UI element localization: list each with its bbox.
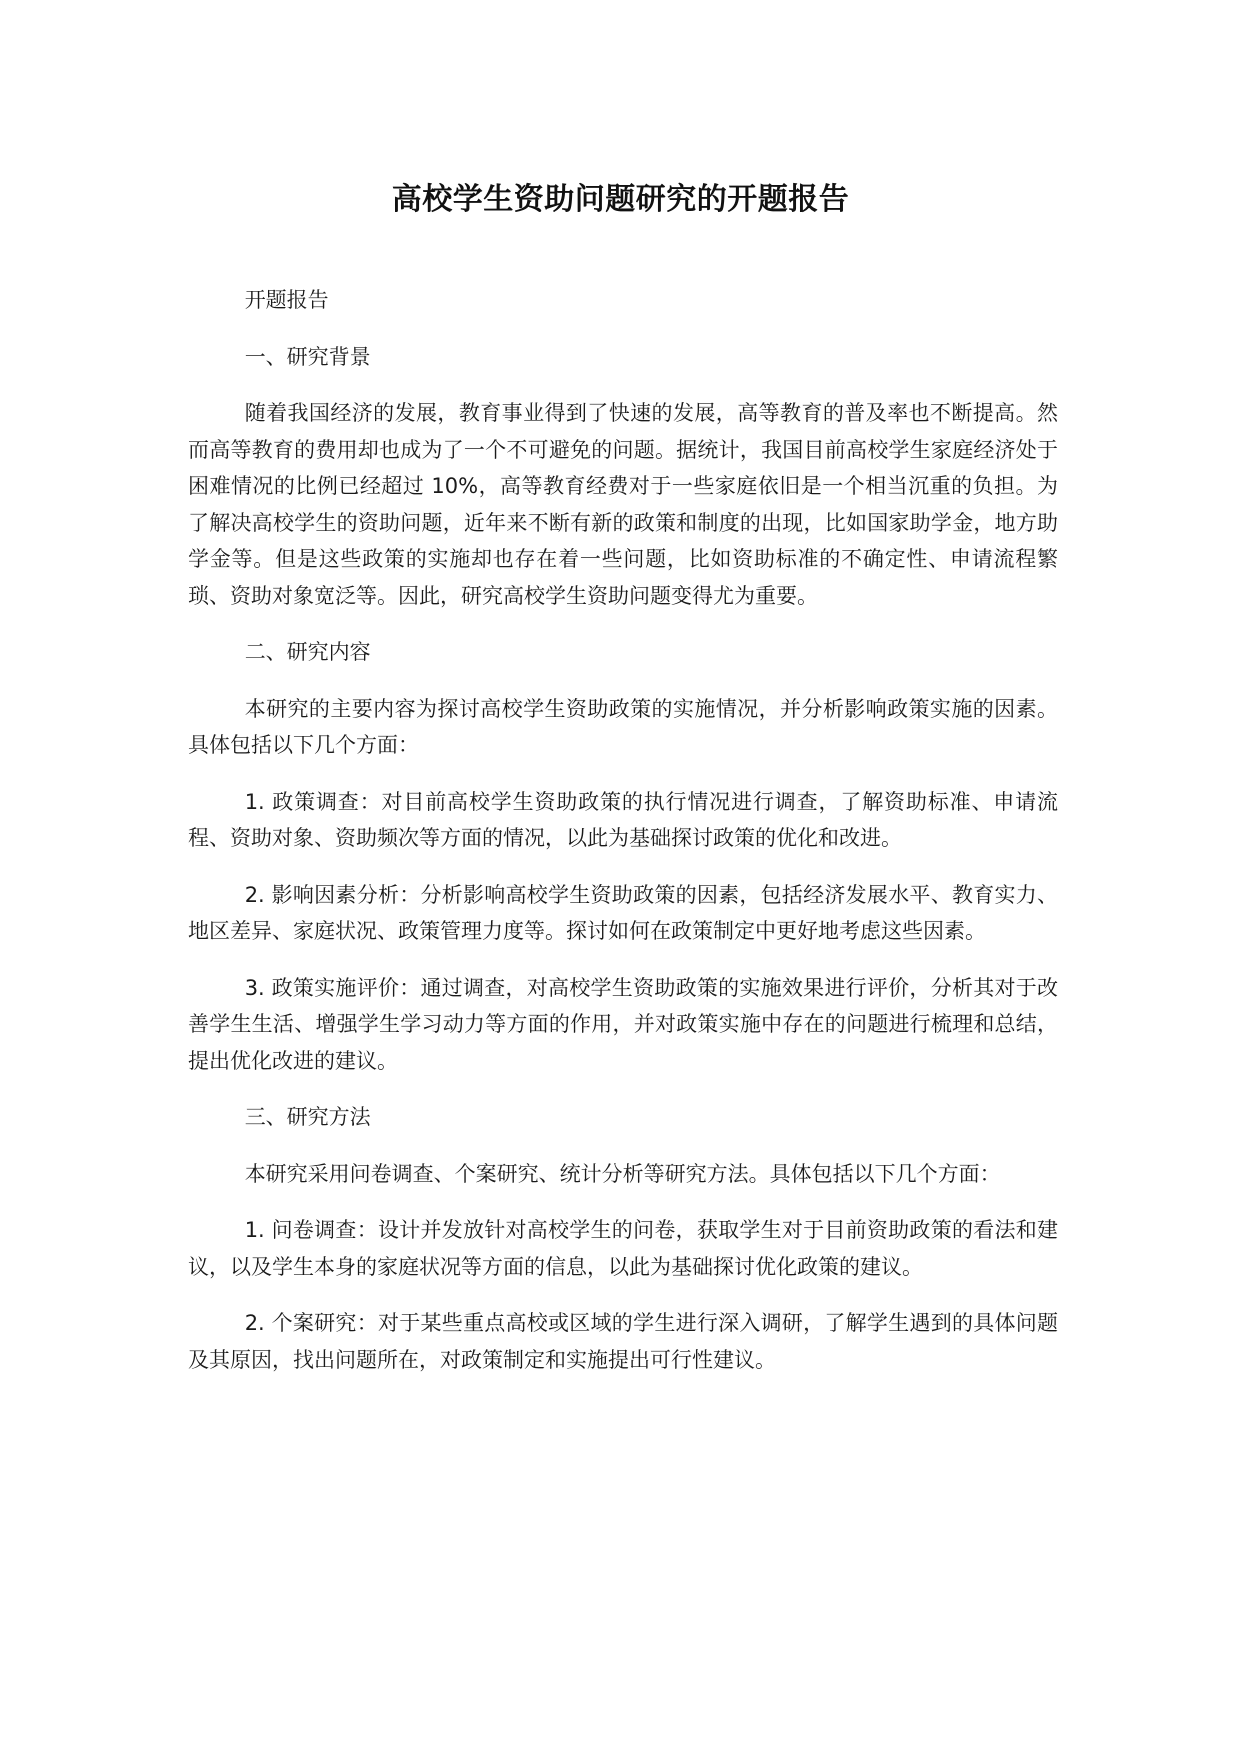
content-intro-paragraph: 本研究的主要内容为探讨高校学生资助政策的实施情况，并分析影响政策实施的因素。具体包括以下几个方面： [188, 696, 1058, 757]
content-item-2: 2. 影响因素分析：分析影响高校学生资助政策的因素，包括经济发展水平、教育实力、地区差异、家庭状况、政策管理力度等。探讨如何在政策制定中更好地考虑这些因素。 [188, 882, 1058, 943]
document-title: 高校学生资助问题研究的开题报告 [391, 182, 850, 217]
content-item-3: 3. 政策实施评价：通过调查，对高校学生资助政策的实施效果进行评价，分析其对于改善学生生活、增强学生学习动力等方面的作用，并对政策实施中存在的问题进行梳理和总结，提出优化改进的建议。 [188, 975, 1058, 1073]
section-heading-method: 三、研究方法 [244, 1105, 371, 1129]
content-item-1: 1. 政策调查：对目前高校学生资助政策的执行情况进行调查，了解资助标准、申请流程、资助对象、资助频次等方面的情况，以此为基础探讨政策的优化和改进。 [188, 789, 1058, 850]
section-heading-content: 二、研究内容 [244, 640, 371, 664]
method-item-2: 2. 个案研究：对于某些重点高校或区域的学生进行深入调研，了解学生遇到的具体问题及其原因，找出问题所在，对政策制定和实施提出可行性建议。 [188, 1311, 1058, 1372]
report-label: 开题报告 [244, 288, 329, 312]
method-intro-paragraph: 本研究采用问卷调查、个案研究、统计分析等研究方法。具体包括以下几个方面： [244, 1161, 1001, 1186]
document-body [188, 282, 1058, 1378]
section-heading-background: 一、研究背景 [244, 344, 371, 369]
background-paragraph: 随着我国经济的发展，教育事业得到了快速的发展，高等教育的普及率也不断提高。然而高等教育的费用却也成为了一个不可避免的问题。据统计，我国目前高校学生家庭经济处于困难情况的比例已经超过 10%，高等教育经费对于一些家庭依旧是一个相当沉重的负担。为了解决高校学生的资助问题，近年来不断有新的政策和制度的出现，比如国家助学金，地方助学金等。但是这些政策的实施却也存在着一些问题，比如资助标准的不确定性、申请流程繁琐、资助对象宽泛等。因此，研究高校学生资助问题变得尤为重要。 [188, 401, 1058, 608]
method-item-1: 1. 问卷调查：设计并发放针对高校学生的问卷，获取学生对于目前资助政策的看法和建议，以及学生本身的家庭状况等方面的信息，以此为基础探讨优化政策的建议。 [188, 1218, 1058, 1279]
